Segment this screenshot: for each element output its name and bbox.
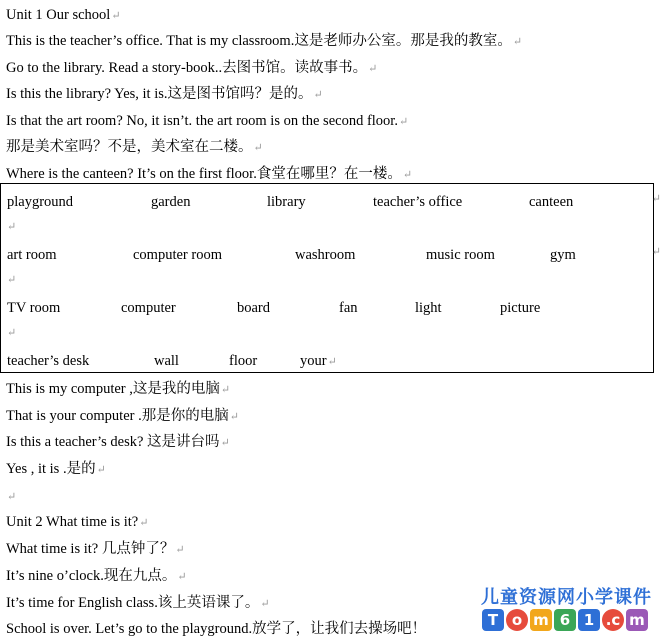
- svg-text:1: 1: [583, 611, 595, 629]
- text-line: Is that the art room? No, it isn’t. the art room is on the second floor.↵: [6, 113, 409, 129]
- text-line: School is over. Let’s go to the playground.放学了，让我们去操场吧！: [6, 621, 427, 637]
- svg-text:m: m: [533, 611, 549, 629]
- text-line: What time is it? 几点钟了？↵: [6, 541, 185, 557]
- watermark-cn-text: 儿童资源网小学课件: [481, 587, 652, 608]
- text-line: Is this a teacher’s desk? 这是讲台吗↵: [6, 434, 230, 450]
- text-line: Where is the canteen? It’s on the first floor.食堂在哪里？在一楼。↵: [6, 166, 413, 182]
- vocab-word: light: [415, 300, 442, 316]
- vocab-word: teacher’s desk: [7, 353, 90, 369]
- text-line: Is this the library? Yes, it is.这是图书馆吗？是的。↵: [6, 86, 323, 102]
- vocab-word: floor: [229, 353, 258, 369]
- unit1-title: Unit 1 Our school↵: [6, 7, 121, 23]
- svg-text:.c: .c: [605, 611, 621, 629]
- vocab-word: garden: [151, 194, 191, 210]
- vocab-word: computer room: [133, 247, 222, 263]
- text-line: ↵: [7, 491, 17, 503]
- svg-text:6: 6: [559, 611, 571, 629]
- vocab-word: library: [267, 194, 306, 210]
- vocab-word: teacher’s office: [373, 194, 463, 210]
- vocabulary-table: [0, 183, 661, 373]
- vocab-word: fan: [339, 300, 358, 316]
- text-line: This is the teacher’s office. That is my classroom.这是老师办公室。那是我的教室。↵: [6, 33, 523, 49]
- unit2-title: Unit 2 What time is it?↵: [6, 514, 149, 530]
- paragraph-mark: ↵: [7, 221, 17, 233]
- vocab-word: music room: [426, 247, 495, 263]
- text-line: 那是美术室吗？不是，美术室在二楼。↵: [6, 139, 263, 155]
- vocab-word: computer: [121, 300, 176, 316]
- vocab-word: washroom: [295, 247, 356, 263]
- vocab-word: gym: [550, 247, 576, 263]
- svg-text:m: m: [629, 611, 645, 629]
- svg-text:o: o: [511, 611, 523, 629]
- vocab-word: canteen: [529, 194, 574, 210]
- watermark-tom61-icon: [482, 607, 652, 633]
- edge-mark: ↵: [651, 193, 661, 205]
- vocab-word: TV room: [7, 300, 61, 316]
- vocab-word: playground: [7, 194, 74, 210]
- edge-mark: ↵: [651, 246, 661, 258]
- text-line: It’s nine o’clock.现在九点。↵: [6, 568, 187, 584]
- paragraph-mark: ↵: [7, 327, 17, 339]
- text-line: It’s time for English class.该上英语课了。↵: [6, 595, 270, 611]
- text-line: That is your computer .那是你的电脑↵: [6, 408, 239, 424]
- vocab-word: your↵: [300, 353, 337, 369]
- text-line: Go to the library. Read a story-book..去图书馆。读故事书。↵: [6, 60, 378, 76]
- vocab-word: art room: [7, 247, 57, 263]
- vocab-word: picture: [500, 300, 541, 316]
- watermark-logo: [446, 583, 656, 635]
- svg-text:T: T: [487, 611, 499, 629]
- text-line: This is my computer ,这是我的电脑↵: [6, 381, 231, 397]
- text-line: Yes , it is .是的↵: [6, 461, 106, 477]
- paragraph-mark: ↵: [7, 274, 17, 286]
- vocab-word: board: [237, 300, 271, 316]
- vocab-word: wall: [154, 353, 179, 369]
